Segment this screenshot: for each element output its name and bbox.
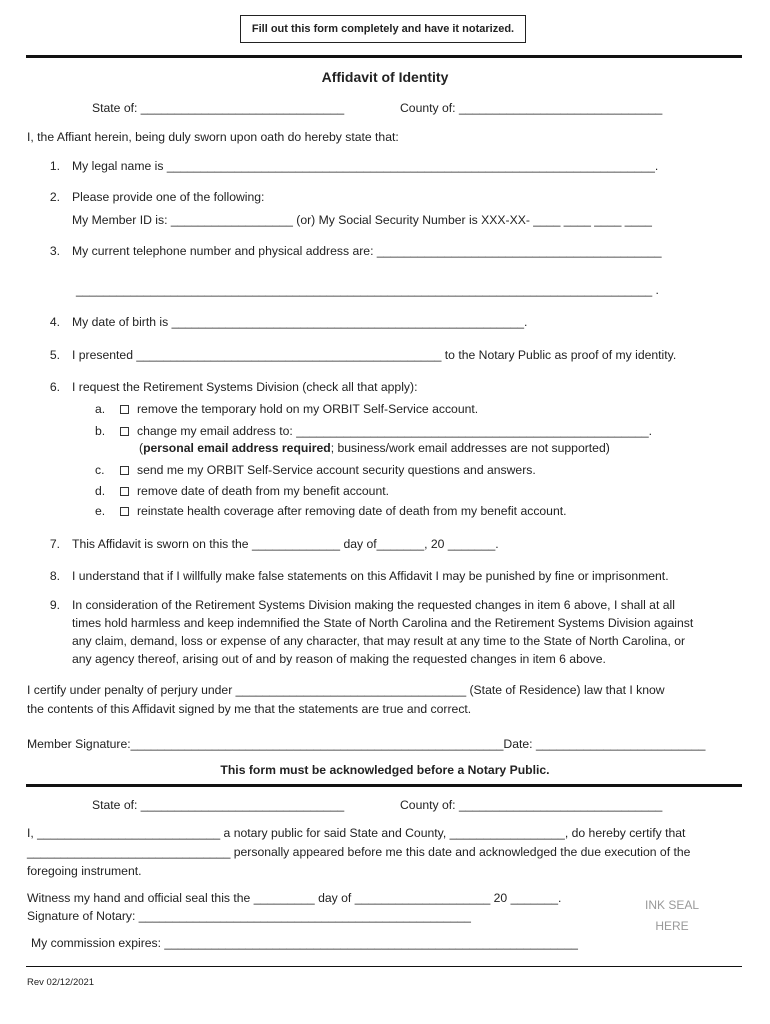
option-b[interactable] [120, 424, 652, 439]
option-a[interactable] [120, 402, 478, 417]
date-of-birth-field[interactable]: My date of birth is ____________________________________________________. [72, 315, 528, 329]
item-6-text: I request the Retirement Systems Division (check all that apply): [72, 380, 418, 394]
notary-state-field[interactable]: State of: ______________________________ [92, 798, 345, 812]
state-of-residence-field[interactable]: I certify under penalty of perjury under __________________________________ (State of Residence) law that I know [27, 683, 665, 697]
item-9-number: 9. [49, 598, 60, 612]
ink-seal-placeholder [632, 895, 712, 937]
option-c-label: send me my ORBIT Self-Service account security questions and answers. [137, 463, 536, 477]
notary-certify-line-1[interactable]: I, ___________________________ a notary public for said State and County, _________________, do hereby certify that [27, 826, 686, 840]
notary-county-field[interactable]: County of: ______________________________ [400, 798, 663, 812]
footer-divider [26, 966, 742, 967]
item-3-number: 3. [49, 244, 60, 258]
item-2-text: Please provide one of the following: [72, 190, 265, 204]
legal-name-field[interactable]: My legal name is ________________________________________________________________________. [72, 159, 659, 173]
seal-line-1: INK SEAL [644, 898, 700, 912]
notary-certify-line-2[interactable]: ______________________________ personally appeared before me this date and acknowledged the due execution of the [27, 845, 691, 859]
checkbox-d[interactable] [120, 487, 129, 496]
item-9-line-2: times hold harmless and keep indemnified the State of North Carolina and the Retirement Systems Division against [72, 616, 694, 630]
witness-date-field[interactable]: Witness my hand and official seal this the _________ day of ____________________ 20 _______. [27, 891, 562, 905]
item-5-number: 5. [49, 348, 60, 362]
item-1-number: 1. [49, 159, 60, 173]
option-b-letter: b. [95, 424, 106, 438]
option-d-letter: d. [95, 484, 106, 498]
option-b-note [139, 441, 610, 456]
identity-proof-field[interactable]: I presented _____________________________________________ to the Notary Public as proof of my identity. [72, 348, 677, 362]
item-2-number: 2. [49, 190, 60, 204]
checkbox-a[interactable] [120, 405, 129, 414]
option-d-label: remove date of death from my benefit account. [137, 484, 390, 498]
option-a-letter: a. [95, 402, 106, 416]
header-divider [26, 55, 742, 58]
sworn-date-field[interactable]: This Affidavit is sworn on this the _____________ day of_______, 20 _______. [72, 537, 499, 551]
option-c-letter: c. [95, 463, 105, 477]
notary-certify-line-3: foregoing instrument. [27, 864, 142, 878]
option-d[interactable] [120, 484, 389, 499]
item-9-line-3: any claim, demand, loss or expense of any character, that may result at any time to the State of North Carolina, or [72, 634, 686, 648]
certify-line-2: the contents of this Affidavit signed by me that the statements are true and correct. [27, 702, 472, 716]
item-9-line-1: In consideration of the Retirement Systems Division making the requested changes in item 6 above, I shall at all [72, 598, 675, 612]
option-b-label: change my email address to: ____________________________________________________. [137, 424, 653, 438]
seal-line-2: HERE [655, 919, 689, 933]
note-rest: ; business/work email addresses are not supported) [330, 441, 610, 455]
commission-expires-field[interactable]: My commission expires: _____________________________________________________________ [31, 936, 578, 950]
item-9-line-4: any agency thereof, arising out of and by reason of making the requested changes in item 6 above. [72, 652, 606, 666]
item-8-text: I understand that if I willfully make false statements on this Affidavit I may be punished by fine or imprisonment. [72, 569, 669, 583]
checkbox-e[interactable] [120, 507, 129, 516]
item-4-number: 4. [49, 315, 60, 329]
revision-date: Rev 02/12/2021 [27, 977, 95, 988]
instruction-box: Fill out this form completely and have it notarized. [240, 15, 526, 43]
option-e[interactable] [120, 504, 567, 519]
option-e-label: reinstate health coverage after removing date of death from my benefit account. [137, 504, 567, 518]
state-field[interactable]: State of: ______________________________ [92, 101, 345, 115]
option-e-letter: e. [95, 504, 106, 518]
item-8-number: 8. [49, 569, 60, 583]
county-field[interactable]: County of: ______________________________ [400, 101, 663, 115]
member-signature-field[interactable]: Member Signature:_______________________________________________________Date: _________________________ [27, 737, 706, 751]
intro-text: I, the Affiant herein, being duly sworn upon oath do hereby state that: [27, 130, 399, 144]
option-c[interactable] [120, 463, 536, 478]
checkbox-b[interactable] [120, 427, 129, 436]
address-continuation-field[interactable]: _____________________________________________________________________________________ . [76, 283, 659, 297]
option-a-label: remove the temporary hold on my ORBIT Self-Service account. [137, 402, 479, 416]
checkbox-c[interactable] [120, 466, 129, 475]
item-7-number: 7. [49, 537, 60, 551]
item-6-number: 6. [49, 380, 60, 394]
note-bold: personal email address required [143, 441, 331, 455]
member-id-ssn-field[interactable]: My Member ID is: __________________ (or) My Social Security Number is XXX-XX- ____ ____ ____ ____ [72, 213, 652, 227]
note-open: ( [139, 441, 144, 455]
form-title: Affidavit of Identity [321, 69, 449, 85]
notary-signature-field[interactable]: Signature of Notary: _________________________________________________ [27, 909, 471, 923]
notary-notice: This form must be acknowledged before a Notary Public. [220, 763, 550, 777]
notary-divider [26, 784, 742, 787]
phone-address-field[interactable]: My current telephone number and physical address are: __________________________________________ [72, 244, 662, 258]
